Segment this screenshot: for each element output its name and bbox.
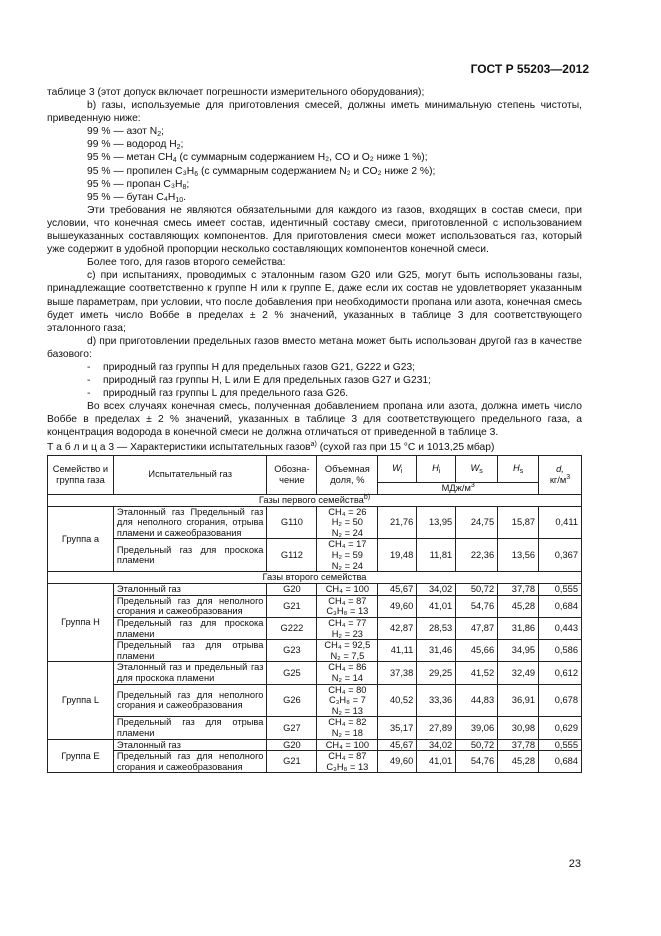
value-wi: 40,52 bbox=[378, 684, 417, 717]
section-title bbox=[48, 494, 582, 506]
table-caption: Т а б л и ц а 3 — Характеристики испытательных газов$^{a)}$ (сухой газ при 15 °С и 1013,25 мбар) bbox=[47, 440, 495, 453]
value-wi: 42,87 bbox=[378, 617, 417, 639]
purity-note: . bbox=[183, 191, 186, 203]
gas-composition bbox=[317, 584, 378, 596]
value-hs: 37,78 bbox=[498, 739, 539, 751]
purity-note: ; bbox=[186, 178, 190, 190]
composition-line: CH₄ = 82 bbox=[328, 717, 367, 728]
value-wi: 49,60 bbox=[378, 595, 417, 617]
section-title-note: b) bbox=[363, 493, 371, 501]
composition-line: N₂ = 13 bbox=[331, 705, 363, 716]
value-hi: 41,01 bbox=[417, 595, 456, 617]
value-wi: 49,60 bbox=[378, 751, 417, 773]
page-number: 23 bbox=[568, 858, 581, 870]
value-hs: 45,28 bbox=[498, 595, 539, 617]
purity-note: (с суммарным содержанием N₂ и CO₂ ниже 2 %); bbox=[198, 165, 436, 177]
value-wi: 41,11 bbox=[378, 640, 417, 662]
purity-list bbox=[47, 125, 582, 204]
composition-line: C₃H₈ = 13 bbox=[326, 606, 369, 617]
gas-composition bbox=[317, 617, 378, 639]
value-ws: 54,76 bbox=[456, 595, 498, 617]
value-ws: 50,72 bbox=[456, 584, 498, 596]
value-hi: 29,25 bbox=[417, 662, 456, 684]
composition-line: CH₄ = 80 bbox=[328, 684, 367, 695]
table-row bbox=[48, 684, 582, 717]
value-ws: 44,83 bbox=[456, 684, 498, 717]
composition-line: CH₄ = 100 bbox=[325, 739, 370, 750]
value-d: 0,684 bbox=[539, 595, 582, 617]
composition-line: N₂ = 18 bbox=[331, 727, 363, 738]
gas-composition bbox=[317, 662, 378, 684]
value-hs: 30,98 bbox=[498, 717, 539, 739]
purity-percent: 95 % — bbox=[87, 165, 124, 177]
purity-item bbox=[47, 151, 582, 164]
value-d: 0,443 bbox=[539, 617, 582, 639]
value-ws: 45,66 bbox=[456, 640, 498, 662]
value-d: 0,367 bbox=[539, 539, 582, 572]
purity-percent: 99 % — bbox=[87, 139, 124, 151]
section-title-text: Газы второго семейства bbox=[262, 572, 367, 583]
col-header-hs: $H_s$ bbox=[498, 455, 539, 482]
purity-item bbox=[47, 165, 582, 178]
col-header-density: d, $кг/м^3$ bbox=[539, 455, 582, 494]
col-header-gas: Испытательный газ bbox=[113, 455, 267, 494]
table-row bbox=[48, 662, 582, 684]
gas-composition bbox=[317, 539, 378, 572]
value-d: 0,684 bbox=[539, 751, 582, 773]
composition-line: N₂ = 14 bbox=[331, 672, 363, 683]
composition-line: C₃H₈ = 13 bbox=[326, 761, 369, 772]
value-hs: 45,28 bbox=[498, 751, 539, 773]
col-header-unit: МДж/$м^3$ bbox=[378, 482, 539, 494]
composition-line: N₂ = 24 bbox=[331, 527, 363, 538]
gas-description: Предельный газ для проскока пламени bbox=[113, 617, 267, 639]
value-wi: 45,67 bbox=[378, 584, 417, 596]
purity-gas: пропилен C₃H bbox=[126, 165, 195, 177]
paragraph: c) при испытаниях, проводимых с эталонным газом G20 или G25, могут быть использованы газы, принадлежащие соответственно к группе H или к группе E, даже если их состав не удовлетворяет указанным выше параметрам, при условии, что после добавления при необходимости пропана или азота, конечная смесь будет иметь число Воббе в пределах ± 2 % значений, указанных в таблице 3 для соответствующего эталонного газа; bbox=[47, 270, 582, 334]
page-body bbox=[47, 86, 582, 773]
table-row bbox=[48, 717, 582, 739]
purity-subscript: 2 bbox=[157, 131, 162, 139]
value-d: 0,612 bbox=[539, 662, 582, 684]
group-name: Группа H bbox=[48, 584, 114, 662]
composition-line: C₃H₈ = 7 bbox=[328, 695, 366, 706]
table-row bbox=[48, 506, 582, 539]
gas-composition bbox=[317, 717, 378, 739]
value-hi: 13,95 bbox=[417, 506, 456, 539]
value-ws: 22,36 bbox=[456, 539, 498, 572]
value-ws: 39,06 bbox=[456, 717, 498, 739]
gas-code: G25 bbox=[267, 662, 317, 684]
value-hi: 33,36 bbox=[417, 684, 456, 717]
value-ws: 24,75 bbox=[456, 506, 498, 539]
value-wi: 35,17 bbox=[378, 717, 417, 739]
gas-description: Эталонный газ Предельный газ для неполного сгорания, отрыва пламени и сажеобразования bbox=[113, 506, 267, 539]
col-header-code: Обозна-чение bbox=[267, 455, 317, 494]
gas-description: Предельный газ для неполного сгорания и сажеобразования bbox=[113, 684, 267, 717]
gas-code: G23 bbox=[267, 640, 317, 662]
paragraph: d) при приготовлении предельных газов вместо метана может быть использован другой газ в качестве базового: bbox=[47, 335, 582, 360]
gas-code: G21 bbox=[267, 595, 317, 617]
value-ws: 47,87 bbox=[456, 617, 498, 639]
value-hi: 34,02 bbox=[417, 739, 456, 751]
gas-description: Предельный газ для неполного сгорания и сажеобразования bbox=[113, 751, 267, 773]
dash-list bbox=[47, 361, 582, 400]
value-hi: 31,46 bbox=[417, 640, 456, 662]
value-hs: 34,95 bbox=[498, 640, 539, 662]
section-title-text: Газы первого семейства bbox=[258, 494, 364, 505]
gas-description: Предельный газ для проскока пламени bbox=[113, 539, 267, 572]
composition-line: CH₄ = 87 bbox=[328, 751, 367, 762]
gas-composition bbox=[317, 506, 378, 539]
value-d: 0,555 bbox=[539, 584, 582, 596]
purity-gas: азот N bbox=[126, 126, 158, 138]
gas-characteristics-table bbox=[47, 455, 582, 774]
table-row bbox=[48, 539, 582, 572]
table-row bbox=[48, 595, 582, 617]
value-hi: 34,02 bbox=[417, 584, 456, 596]
purity-gas: водород H bbox=[126, 139, 177, 151]
gas-description: Эталонный газ bbox=[113, 584, 267, 596]
gas-code: G20 bbox=[267, 739, 317, 751]
dash-item bbox=[47, 387, 582, 400]
value-wi: 37,38 bbox=[378, 662, 417, 684]
dash-marker: - bbox=[87, 361, 91, 373]
purity-item bbox=[47, 125, 582, 138]
paragraph: Эти требования не являются обязательными для каждого из газов, входящих в состав смеси, при условии, что конечная смесь имеет состав, идентичный составу смеси, приготовленной с использованием вышеуказанных составляющих компонентов. Для приготовления смеси может использоваться газ, который уже содержит в удобной пропорции несколько составляющих компонентов конечной смеси. bbox=[47, 204, 582, 256]
dash-item-text: природный газ группы H для предельных газов G21, G222 и G23; bbox=[103, 361, 416, 373]
value-wi: 19,48 bbox=[378, 539, 417, 572]
gas-composition bbox=[317, 640, 378, 662]
value-hs: 13,56 bbox=[498, 539, 539, 572]
col-header-volume: Объемная доля, % bbox=[317, 455, 378, 494]
gas-code: G21 bbox=[267, 751, 317, 773]
gas-code: G27 bbox=[267, 717, 317, 739]
paragraph: Во всех случаях конечная смесь, полученная добавлением пропана или азота, должна иметь число Воббе в пределах ± 2 % значений, указанных в таблице 3 для соответствующего предельного газа, а концентрация водорода в конечной смеси не должна отличаться от приведенной в таблице 3. bbox=[47, 401, 582, 439]
purity-subscript: 10 bbox=[175, 196, 184, 204]
value-ws: 41,52 bbox=[456, 662, 498, 684]
value-d: 0,678 bbox=[539, 684, 582, 717]
section-title bbox=[48, 572, 582, 584]
purity-subscript: 4 bbox=[172, 157, 177, 165]
table-row bbox=[48, 584, 582, 596]
dash-item bbox=[47, 361, 582, 374]
table-row bbox=[48, 751, 582, 773]
value-hi: 11,81 bbox=[417, 539, 456, 572]
group-name: Группа E bbox=[48, 739, 114, 773]
gas-code: G110 bbox=[267, 506, 317, 539]
composition-line: N₂ = 7,5 bbox=[330, 650, 365, 661]
gas-description: Предельный газ для отрыва пламени bbox=[113, 640, 267, 662]
col-header-ws: $W_s$ bbox=[456, 455, 498, 482]
section-row bbox=[48, 572, 582, 584]
gas-composition bbox=[317, 751, 378, 773]
value-hs: 32,49 bbox=[498, 662, 539, 684]
value-hi: 28,53 bbox=[417, 617, 456, 639]
gas-description: Предельный газ для неполного сгорания и сажеобразования bbox=[113, 595, 267, 617]
gas-description: Предельный газ для отрыва пламени bbox=[113, 717, 267, 739]
composition-line: H₂ = 50 bbox=[331, 517, 363, 528]
section-row bbox=[48, 494, 582, 506]
value-wi: 45,67 bbox=[378, 739, 417, 751]
purity-subscript: 2 bbox=[176, 144, 181, 152]
gas-code: G222 bbox=[267, 617, 317, 639]
value-d: 0,411 bbox=[539, 506, 582, 539]
table-row bbox=[48, 640, 582, 662]
composition-line: CH₄ = 92,5 bbox=[324, 640, 371, 651]
composition-line: CH₄ = 100 bbox=[325, 584, 370, 595]
purity-percent: 95 % — bbox=[87, 191, 124, 203]
paragraph: Более того, для газов второго семейства: bbox=[87, 257, 286, 269]
purity-item bbox=[47, 178, 582, 191]
composition-line: H₂ = 59 bbox=[331, 550, 363, 560]
gas-code: G20 bbox=[267, 584, 317, 596]
value-ws: 54,76 bbox=[456, 751, 498, 773]
value-d: 0,586 bbox=[539, 640, 582, 662]
value-hs: 37,78 bbox=[498, 584, 539, 596]
value-ws: 50,72 bbox=[456, 739, 498, 751]
gas-code: G112 bbox=[267, 539, 317, 572]
paragraph: b) газы, используемые для приготовления смесей, должны иметь минимальную степень чистоты, приведенную ниже: bbox=[47, 100, 582, 125]
purity-subscript: 8 bbox=[182, 183, 187, 191]
gas-description: Эталонный газ и предельный газ для проскока пламени bbox=[113, 662, 267, 684]
purity-gas: бутан C₄H bbox=[126, 191, 176, 203]
gas-composition bbox=[317, 595, 378, 617]
col-header-family: Семейство и группа газа bbox=[48, 455, 114, 494]
purity-percent: 99 % — bbox=[87, 126, 124, 138]
value-hi: 27,89 bbox=[417, 717, 456, 739]
table-header-row bbox=[48, 455, 582, 482]
composition-line: CH₄ = 87 bbox=[328, 595, 367, 606]
purity-note: ; bbox=[180, 139, 184, 151]
purity-item bbox=[47, 138, 582, 151]
dash-item bbox=[47, 374, 582, 387]
value-wi: 21,76 bbox=[378, 506, 417, 539]
group-name: Группа L bbox=[48, 662, 114, 739]
composition-line: CH₄ = 26 bbox=[328, 506, 367, 517]
value-d: 0,555 bbox=[539, 739, 582, 751]
value-hs: 31,86 bbox=[498, 617, 539, 639]
col-header-wi: $W_i$ bbox=[378, 455, 417, 482]
purity-percent: 95 % — bbox=[87, 152, 124, 164]
composition-line: CH₄ = 86 bbox=[328, 662, 367, 673]
purity-note: (с суммарным содержанием H₂, CO и O₂ ниже 1 %); bbox=[176, 152, 428, 164]
purity-gas: пропан C₃H bbox=[126, 178, 183, 190]
composition-line: N₂ = 24 bbox=[331, 560, 363, 571]
group-name: Группа а bbox=[48, 506, 114, 572]
col-header-hi: $H_i$ bbox=[417, 455, 456, 482]
value-hs: 36,91 bbox=[498, 684, 539, 717]
dash-marker: - bbox=[87, 375, 91, 387]
gas-composition bbox=[317, 739, 378, 751]
purity-gas: метан CH bbox=[126, 152, 173, 164]
paragraph: таблице 3 (этот допуск включает погрешности измерительного оборудования); bbox=[47, 87, 425, 98]
value-hs: 15,87 bbox=[498, 506, 539, 539]
composition-line: CH₄ = 77 bbox=[328, 617, 367, 628]
gas-description: Эталонный газ bbox=[113, 739, 267, 751]
composition-line: CH₄ = 17 bbox=[328, 539, 367, 550]
purity-percent: 95 % — bbox=[87, 178, 124, 190]
composition-line: H₂ = 23 bbox=[331, 628, 363, 639]
purity-item bbox=[47, 191, 582, 204]
gas-composition bbox=[317, 684, 378, 717]
purity-subscript: 6 bbox=[194, 170, 199, 178]
document-header: ГОСТ Р 55203—2012 bbox=[470, 62, 589, 76]
table-row bbox=[48, 739, 582, 751]
dash-marker: - bbox=[87, 388, 91, 400]
table-row bbox=[48, 617, 582, 639]
value-hi: 41,01 bbox=[417, 751, 456, 773]
gas-code: G26 bbox=[267, 684, 317, 717]
value-d: 0,629 bbox=[539, 717, 582, 739]
dash-item-text: природный газ группы L для предельного газа G26. bbox=[103, 388, 349, 400]
dash-item-text: природный газ группы H, L или E для предельных газов G27 и G231; bbox=[103, 375, 432, 387]
purity-note: ; bbox=[161, 126, 165, 138]
